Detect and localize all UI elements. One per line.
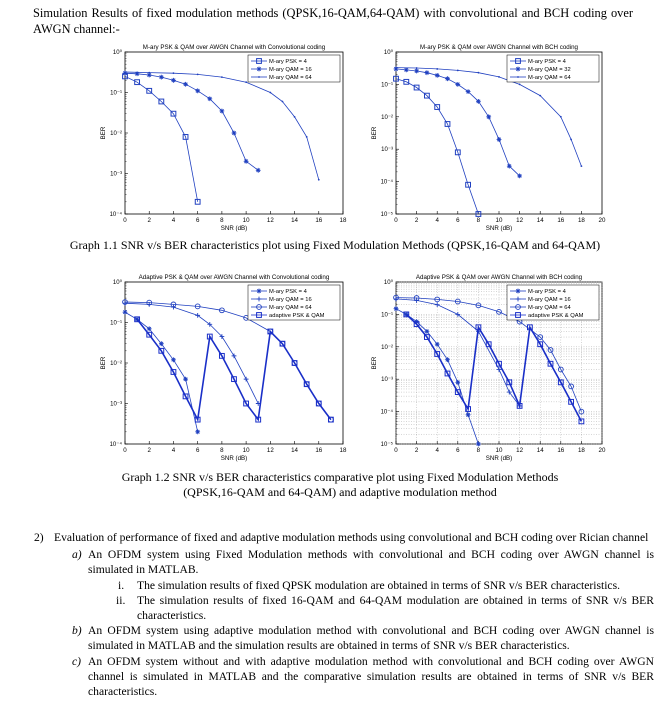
legend-entry: M-ary QAM = 64 <box>269 75 312 81</box>
list-marker: b) <box>72 624 82 638</box>
y-tick-label: 10⁰ <box>383 50 393 56</box>
legend-entry: M-ary QAM = 64 <box>528 75 571 81</box>
caption-graph-1-2-line2: (QPSK,16-QAM and 64-QAM) and adaptive modulation method <box>183 485 497 499</box>
data-point <box>414 69 419 74</box>
data-point <box>416 67 418 69</box>
legend-entry: adaptive PSK & QAM <box>269 313 325 319</box>
y-tick-label: 10⁻² <box>381 344 393 351</box>
data-point <box>294 116 296 118</box>
x-tick-label: 14 <box>291 447 299 454</box>
data-point <box>476 99 481 104</box>
y-axis-label: BER <box>371 356 378 370</box>
x-tick-label: 4 <box>171 217 176 224</box>
legend-entry: M-ary QAM = 16 <box>269 297 312 303</box>
legend-entry: M-ary PSK = 4 <box>269 59 307 65</box>
data-point <box>306 136 308 138</box>
y-tick-label: 10⁻¹ <box>381 312 393 319</box>
x-tick-label: 12 <box>266 447 274 454</box>
data-point <box>159 341 164 346</box>
data-point <box>466 412 471 417</box>
data-point <box>425 329 430 334</box>
chart-title: Adaptive PSK & QAM over AWGN Channel with Convolutional coding <box>138 274 330 281</box>
legend-marker <box>517 76 519 78</box>
data-point <box>148 72 150 74</box>
list-item-text: An OFDM system using Fixed Modulation methods with convolutional and BCH coding over AWGN channel is simulated in MATLAB. <box>88 548 654 577</box>
data-point <box>570 139 572 141</box>
list-item-ii <box>34 593 654 623</box>
data-point <box>394 306 399 311</box>
chart-adaptive-convolutional-svg <box>95 270 353 466</box>
x-tick-label: 4 <box>435 447 439 454</box>
x-tick-label: 0 <box>394 447 398 454</box>
legend-entry: M-ary QAM = 32 <box>528 67 571 73</box>
list-marker: c) <box>72 654 82 668</box>
list-marker: 2) <box>34 531 44 544</box>
data-point <box>560 116 562 118</box>
list-marker: i. <box>118 578 125 592</box>
x-tick-label: 14 <box>291 217 299 224</box>
data-point <box>539 95 541 97</box>
x-tick-label: 16 <box>315 447 323 454</box>
data-point <box>245 81 247 83</box>
x-tick-label: 10 <box>242 447 250 454</box>
data-point <box>498 76 500 78</box>
x-tick-label: 4 <box>171 447 176 454</box>
data-point <box>183 82 188 87</box>
legend-entry: M-ary PSK = 4 <box>269 289 307 295</box>
legend-entry: M-ary PSK = 4 <box>528 289 566 295</box>
x-axis-label: SNR (dB) <box>220 225 248 232</box>
x-tick-label: 12 <box>516 447 524 454</box>
intro-paragraph: Simulation Results of fixed modulation methods (QPSK,16-QAM,64-QAM) with convolutional and BCH coding over AWGN channel:- <box>33 6 633 36</box>
data-point <box>455 82 460 87</box>
y-tick-label: 10⁻³ <box>381 377 393 384</box>
data-point <box>269 92 271 94</box>
chart-fixed-bch-svg <box>366 40 612 236</box>
chart-fixed-convolutional <box>95 40 353 236</box>
x-tick-label: 8 <box>476 447 481 454</box>
y-tick-label: 10⁰ <box>383 280 393 286</box>
y-tick-label: 10⁻³ <box>381 147 393 154</box>
data-point <box>517 173 522 178</box>
data-point <box>425 70 430 75</box>
list-item-text: An OFDM system using adaptive modulation method with convolutional and BCH coding over AWGN channel is simulated in MATLAB and the simulation results are obtained in terms of SNR v/s BER characteristics. <box>88 624 654 653</box>
data-point <box>173 72 175 74</box>
chart-adaptive-bch-svg <box>366 270 612 466</box>
legend-entry: M-ary PSK = 4 <box>528 59 566 65</box>
x-tick-label: 8 <box>220 217 224 224</box>
data-point <box>395 67 397 69</box>
data-point <box>478 72 480 74</box>
x-tick-label: 0 <box>123 217 127 224</box>
data-point <box>507 164 512 169</box>
x-tick-label: 20 <box>598 217 606 224</box>
caption-graph-1-1: Graph 1.1 SNR v/s BER characteristics plot using Fixed Modulation Methods (QPSK,16-QAM and 64-QAM) <box>69 238 601 252</box>
chart-adaptive-convolutional <box>95 270 353 466</box>
caption-graph-1-2-line1: Graph 1.2 SNR v/s BER characteristics comparative plot using Fixed Modulation Methods <box>121 470 559 484</box>
y-tick-label: 10⁻¹ <box>110 90 122 97</box>
legend-entry: M-ary QAM = 16 <box>528 297 571 303</box>
list-item-a <box>34 547 654 577</box>
legend-marker <box>516 289 521 294</box>
y-tick-label: 10⁻⁴ <box>380 179 393 186</box>
x-tick-label: 16 <box>557 217 565 224</box>
data-point <box>476 442 481 447</box>
y-tick-label: 10⁻³ <box>110 401 122 408</box>
data-point <box>457 70 459 72</box>
data-point <box>183 377 188 382</box>
data-point <box>497 137 502 142</box>
x-tick-label: 16 <box>315 217 323 224</box>
data-point <box>455 380 460 385</box>
data-point <box>436 68 438 70</box>
x-tick-label: 18 <box>577 217 585 224</box>
y-tick-label: 10⁻⁵ <box>380 442 393 448</box>
y-tick-label: 10⁻⁴ <box>380 409 393 416</box>
data-point <box>124 71 126 73</box>
x-tick-label: 10 <box>242 217 250 224</box>
chart-title: M-ary PSK & QAM over AWGN Channel with Convolutional coding <box>142 44 326 51</box>
legend-marker <box>516 67 521 72</box>
data-point <box>171 78 176 83</box>
x-tick-label: 10 <box>495 447 503 454</box>
chart-title: Adaptive PSK & QAM over AWGN Channel with BCH coding <box>415 274 583 281</box>
data-point <box>435 342 440 347</box>
y-tick-label: 10⁰ <box>112 50 122 56</box>
x-tick-label: 4 <box>435 217 439 224</box>
x-tick-label: 8 <box>220 447 224 454</box>
x-tick-label: 14 <box>536 447 544 454</box>
data-point <box>466 89 471 94</box>
y-tick-label: 10⁻¹ <box>110 320 122 327</box>
x-axis-label: SNR (dB) <box>220 455 248 462</box>
chart-fixed-bch <box>366 40 612 236</box>
x-tick-label: 6 <box>195 217 200 224</box>
data-point <box>207 96 212 101</box>
legend-marker <box>257 67 262 72</box>
x-tick-label: 2 <box>147 447 151 454</box>
list-marker: a) <box>72 548 82 562</box>
x-tick-label: 0 <box>394 217 398 224</box>
data-point <box>581 165 583 167</box>
y-axis-label: BER <box>371 126 378 140</box>
x-tick-label: 10 <box>495 217 503 224</box>
x-tick-label: 6 <box>456 447 460 454</box>
list-item-text: An OFDM system without and with adaptive modulation method with convolutional and BCH coding over AWGN channel is simulated in MATLAB and the comparative simulation results are obtained in terms of SNR v/s BER characteristics. <box>88 654 654 699</box>
chart-fixed-convolutional-svg <box>95 40 353 236</box>
data-point <box>197 73 199 75</box>
caption-graph-1-2 <box>90 470 590 500</box>
data-point <box>435 73 440 78</box>
data-point <box>221 76 223 78</box>
x-tick-label: 16 <box>557 447 565 454</box>
x-tick-label: 18 <box>339 447 347 454</box>
y-tick-label: 10⁻⁴ <box>109 212 122 218</box>
x-tick-label: 2 <box>414 447 419 454</box>
list-item-text: Evaluation of performance of fixed and adaptive modulation methods using convolutional and BCH coding over Rician channel <box>54 531 649 544</box>
legend-marker <box>258 76 260 78</box>
chart-adaptive-bch <box>366 270 612 466</box>
y-axis-label: BER <box>100 356 107 370</box>
x-tick-label: 20 <box>598 447 606 454</box>
list-item-2 <box>34 530 654 545</box>
y-tick-label: 10⁻² <box>110 131 122 137</box>
x-tick-label: 6 <box>195 447 200 454</box>
data-point <box>232 131 237 136</box>
x-tick-label: 14 <box>536 217 544 224</box>
x-tick-label: 18 <box>577 447 585 454</box>
data-point <box>171 357 176 362</box>
data-point <box>486 114 491 119</box>
data-point <box>147 326 152 331</box>
data-point <box>195 429 200 434</box>
data-point <box>519 84 521 86</box>
list-marker: ii. <box>116 593 126 607</box>
list-item-i <box>34 578 654 593</box>
x-tick-label: 12 <box>266 217 274 224</box>
list-item-text: The simulation results of fixed 16-QAM and 64-QAM modulation are obtained in terms of SNR v/s BER characteristics. <box>137 593 654 623</box>
y-tick-label: 10⁻³ <box>110 171 122 178</box>
x-tick-label: 2 <box>147 217 151 224</box>
data-point <box>219 109 224 114</box>
x-axis-label: SNR (dB) <box>485 455 513 462</box>
y-tick-label: 10⁻² <box>110 361 122 367</box>
data-point <box>159 75 164 80</box>
x-axis-label: SNR (dB) <box>485 225 513 232</box>
data-point <box>282 101 284 103</box>
list-item-b <box>34 623 654 653</box>
list-item-text: The simulation results of fixed QPSK modulation are obtained in terms of SNR v/s BER characteristics. <box>137 578 620 592</box>
legend-marker <box>257 289 262 294</box>
list-item-c <box>34 654 654 700</box>
x-tick-label: 18 <box>339 217 347 224</box>
legend-entry: M-ary QAM = 64 <box>528 305 571 311</box>
x-tick-label: 0 <box>123 447 127 454</box>
x-tick-label: 6 <box>456 217 460 224</box>
y-tick-label: 10⁻⁵ <box>380 212 393 218</box>
x-tick-label: 8 <box>476 217 481 224</box>
data-point <box>445 76 450 81</box>
y-tick-label: 10⁰ <box>112 280 122 286</box>
data-point <box>244 159 249 164</box>
data-point <box>256 168 261 173</box>
y-tick-label: 10⁻⁴ <box>109 442 122 448</box>
y-tick-label: 10⁻² <box>381 114 393 121</box>
legend-entry: adaptive PSK & QAM <box>528 313 584 319</box>
y-tick-label: 10⁻¹ <box>381 82 393 89</box>
legend-entry: M-ary QAM = 16 <box>269 67 312 73</box>
data-point <box>318 179 320 181</box>
x-tick-label: 2 <box>414 217 419 224</box>
y-axis-label: BER <box>100 126 107 140</box>
x-tick-label: 12 <box>516 217 524 224</box>
evaluation-list <box>34 530 654 699</box>
legend-entry: M-ary QAM = 64 <box>269 305 312 311</box>
chart-title: M-ary PSK & QAM over AWGN Channel with BCH coding <box>420 44 578 51</box>
data-point <box>123 310 128 315</box>
data-point <box>445 357 450 362</box>
data-point <box>195 88 200 93</box>
